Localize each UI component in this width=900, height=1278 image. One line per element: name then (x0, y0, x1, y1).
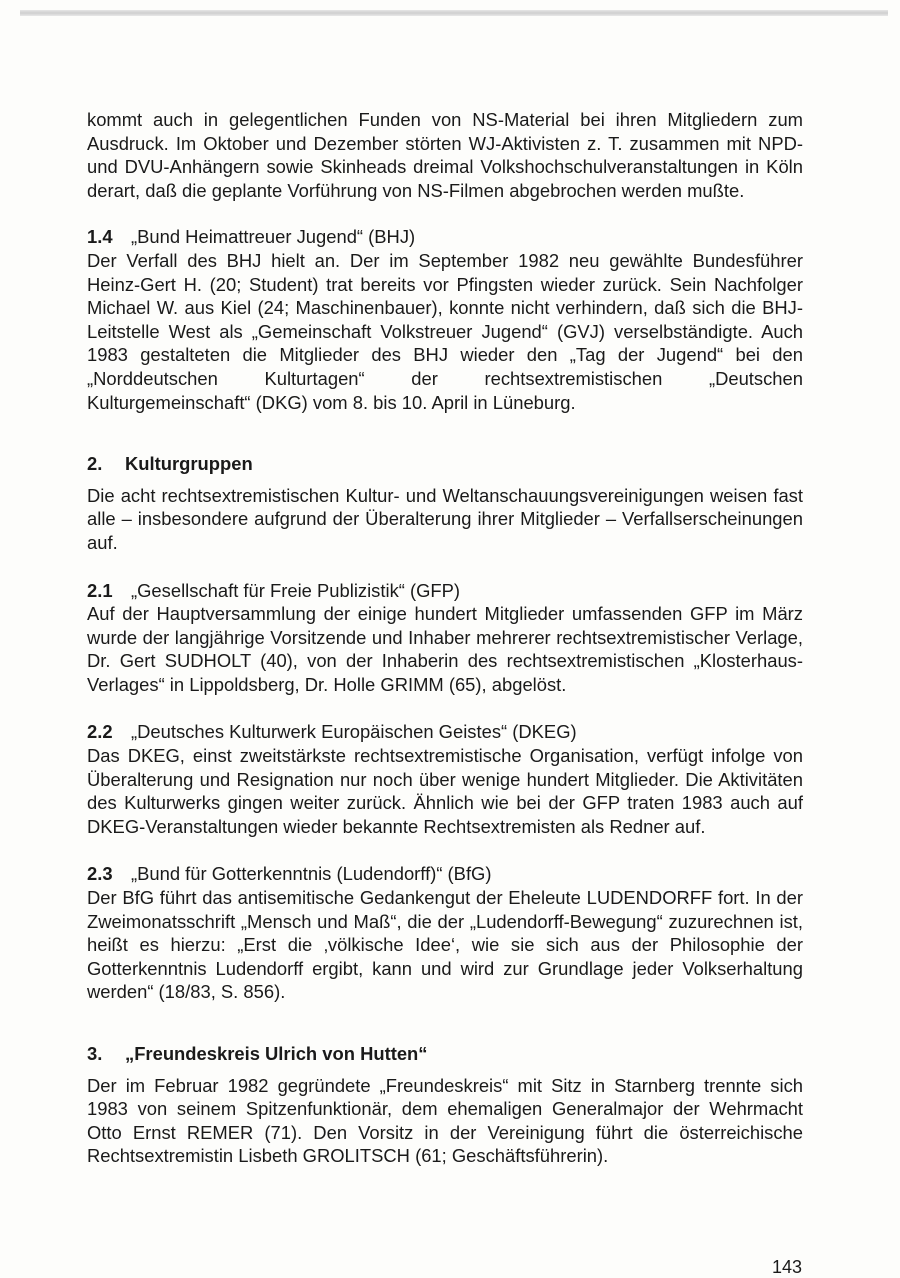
section-3-heading (87, 1042, 803, 1066)
section-3-paragraph: Der im Februar 1982 gegründete „Freundeskreis“ mit Sitz in Starnberg trennte sich 1983 von seinem Spitzenfunktionär, dem ehemaligen Generalmajor der Wehrmacht Otto Ernst REMER (71). Den Vorsitz in der Vereinigung führt die österreichische Rechtsextremistin Lisbeth GROLITSCH (61; Geschäftsführerin). (87, 1074, 803, 1167)
section-1-4-heading (87, 225, 803, 249)
section-title: „Bund für Gotterkenntnis (Ludendorff)“ (BfG) (131, 863, 492, 885)
section-2-paragraph: Die acht rechtsextremistischen Kultur- und Weltanschauungsvereinigungen weisen fast alle – insbesondere aufgrund der Überalterung ihrer Mitglieder – Verfallserscheinungen auf. (87, 484, 803, 553)
section-2-2-paragraph: Das DKEG, einst zweitstärkste rechtsextremistische Organisation, verfügt infolge von Überalterung und Resignation nur noch über wenige hundert Mitglieder. Die Aktivitäten des Kulturwerks gingen weiter zurück. Ähnlich wie bei der GFP traten 1983 auch auf DKEG-Veranstaltungen wieder bekannte Rechtsextremisten als Redner auf. (87, 745, 803, 837)
section-2-3-paragraph: Der BfG führt das antisemitische Gedankengut der Eheleute LUDENDORFF fort. In der Zweimonatsschrift „Mensch und Maß“, die der „Ludendorff-Bewegung“ zuzurechnen ist, heißt es hierzu: „Erst die ‚völkische Idee‘, wie sie sich aus der Philosophie der Gotterkenntnis Ludendorff ergibt, kann und wird zur Grundlage jeder Volkserhaltung werden“ (18/83, S. 856). (87, 887, 803, 1003)
intro-paragraph: kommt auch in gelegentlichen Funden von NS-Material bei ihren Mitgliedern zum Ausdruck. Im Oktober und Dezember störten WJ-Aktivisten z. T. zusammen mit NPD- und DVU-Anhängern sowie Skinheads dreimal Volkshochschulveranstaltungen in Köln derart, daß die geplante Vorführung von NS-Filmen abgebrochen werden mußte. (87, 109, 803, 201)
section-2-heading (87, 452, 803, 476)
section-2-2-heading (87, 720, 803, 744)
page-number: 143 (771, 1257, 802, 1277)
section-number: 2.2 (87, 721, 113, 743)
section-2-3-heading (87, 862, 803, 886)
section-title: „Deutsches Kulturwerk Europäischen Geistes“ (DKEG) (131, 721, 577, 743)
section-number: 2.1 (87, 579, 113, 601)
section-title: Kulturgruppen (125, 453, 253, 475)
section-title: „Freundeskreis Ulrich von Hutten“ (125, 1043, 428, 1064)
section-number: 2.3 (87, 863, 113, 885)
section-1-4-paragraph: Der Verfall des BHJ hielt an. Der im September 1982 neu gewählte Bundesführer Heinz-Gert H. (20; Student) trat bereits vor Pfingsten wieder zurück. Sein Nachfolger Michael W. aus Kiel (24; Maschinenbauer), konnte nicht verhindern, daß sich die BHJ-Leitstelle West als „Gemeinschaft Volkstreuer Jugend“ (GVJ) verselbständigte. Auch 1983 gestalteten die Mitglieder des BHJ wieder den „Tag der Jugend“ bei den „Norddeutschen Kulturtagen“ der rechtsextremistischen „Deutschen Kulturgemeinschaft“ (DKG) vom 8. bis 10. April in Lüneburg. (87, 249, 803, 413)
section-title: „Bund Heimattreuer Jugend“ (BHJ) (131, 226, 416, 248)
section-number: 3. (87, 1043, 103, 1064)
scan-top-edge (20, 10, 888, 16)
document-body (87, 108, 803, 1168)
section-number: 1.4 (87, 226, 113, 248)
section-number: 2. (87, 453, 103, 475)
section-2-1-heading (87, 579, 803, 603)
section-2-1-paragraph: Auf der Hauptversammlung der einige hundert Mitglieder umfassenden GFP im März wurde der langjährige Vorsitzende und Inhaber mehrerer rechtsextremistischer Verlage, Dr. Gert SUDHOLT (40), von der Inhaberin des rechtsextremistischen „Klosterhaus-Verlages“ in Lippoldsberg, Dr. Holle GRIMM (65), abgelöst. (87, 603, 803, 695)
section-title: „Gesellschaft für Freie Publizistik“ (GFP) (131, 579, 461, 601)
